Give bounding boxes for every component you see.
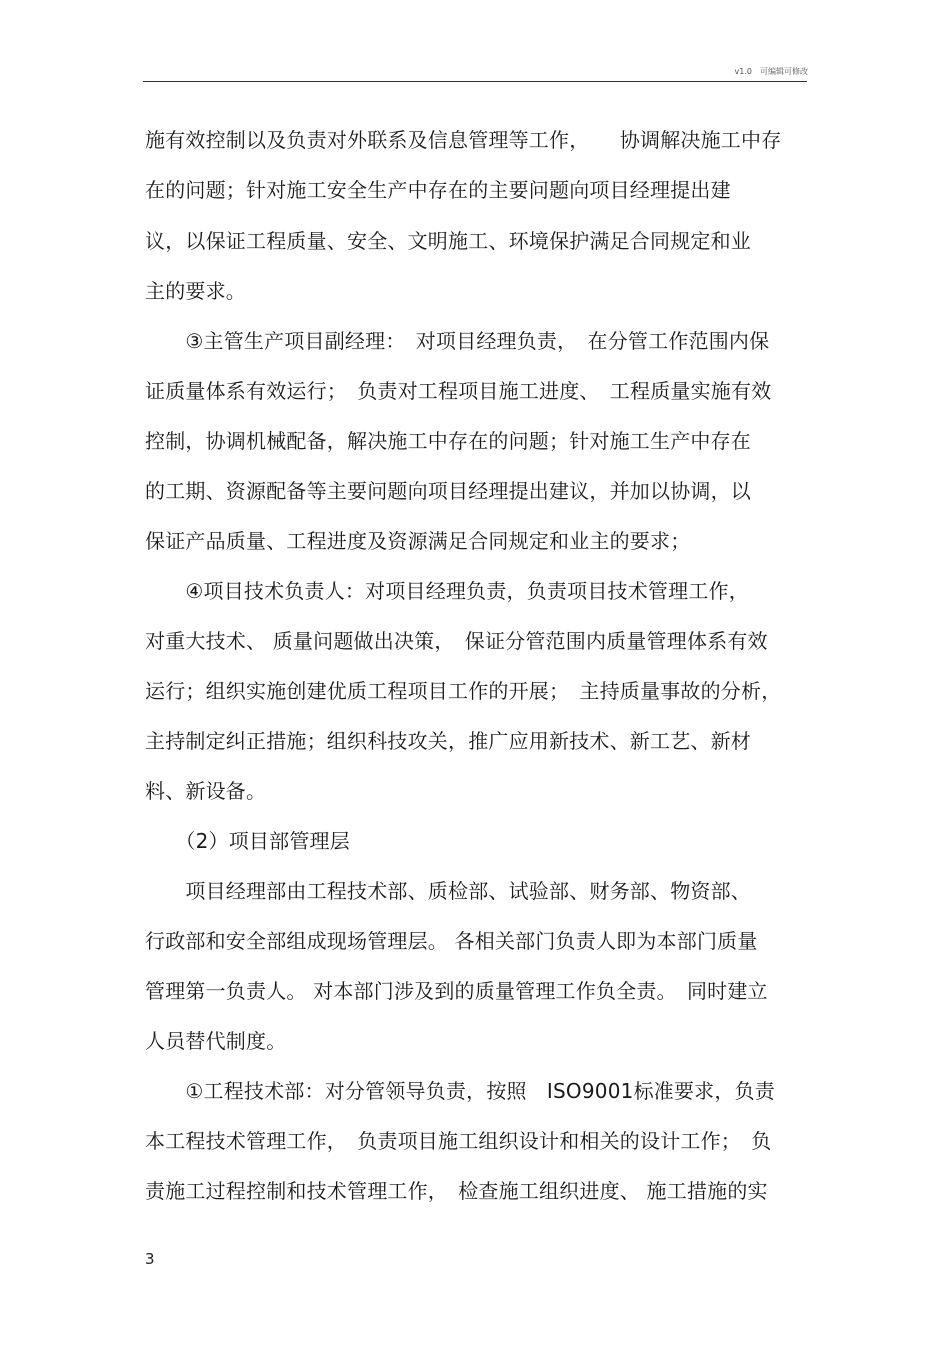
text-line: 对重大技术、 质量问题做出决策， 保证分管范围内质量管理体系有效 — [145, 629, 768, 653]
text-line: 证质量体系有效运行； 负责对工程项目施工进度、 工程质量实施有效 — [145, 379, 772, 403]
text-line: 行政部和安全部组成现场管理层。 各相关部门负责人即为本部门质量 — [145, 929, 758, 953]
text-line: 的工期、资源配备等主要问题向项目经理提出建议，并加以协调，以 — [145, 479, 751, 503]
text-line: 在的问题；针对施工安全生产中存在的主要问题向项目经理提出建 — [145, 178, 731, 202]
text-line: 主持制定纠正措施；组织科技攻关，推广应用新技术、新工艺、新材 — [145, 729, 751, 753]
version-label: v1.0 可编辑可修改 — [734, 67, 808, 76]
section-heading: （2）项目部管理层 — [145, 829, 350, 853]
header-divider — [143, 81, 807, 82]
text-line: ①工程技术部：对分管领导负责，按照 ISO9001标准要求，负责 — [145, 1079, 775, 1103]
text-line: 责施工过程控制和技术管理工作， 检查施工组织进度、 施工措施的实 — [145, 1179, 768, 1203]
text-line: 料、新设备。 — [145, 779, 267, 803]
page-number: 3 — [145, 1250, 155, 1268]
text-line: 控制，协调机械配备，解决施工中存在的问题；针对施工生产中存在 — [145, 429, 751, 453]
text-line: ③主管生产项目副经理： 对项目经理负责， 在分管工作范围内保 — [145, 329, 770, 353]
text-line: 人员替代制度。 — [145, 1029, 287, 1053]
text-line: 施有效控制以及负责对外联系及信息管理等工作， 协调解决施工中存 — [145, 128, 782, 152]
text-line: 项目经理部由工程技术部、质检部、试验部、财务部、物资部、 — [145, 879, 751, 903]
text-line: 本工程技术管理工作， 负责项目施工组织设计和相关的设计工作； 负 — [145, 1129, 772, 1153]
text-line: 保证产品质量、工程进度及资源满足合同规定和业主的要求； — [145, 529, 691, 553]
text-line: 主的要求。 — [145, 279, 246, 303]
text-line: ④项目技术负责人：对项目经理负责，负责项目技术管理工作， — [145, 579, 749, 603]
text-line: 管理第一负责人。 对本部门涉及到的质量管理工作负全责。 同时建立 — [145, 979, 768, 1003]
text-line: 运行；组织实施创建优质工程项目工作的开展； 主持质量事故的分析， — [145, 679, 782, 703]
text-line: 议，以保证工程质量、安全、文明施工、环境保护满足合同规定和业 — [145, 229, 751, 253]
